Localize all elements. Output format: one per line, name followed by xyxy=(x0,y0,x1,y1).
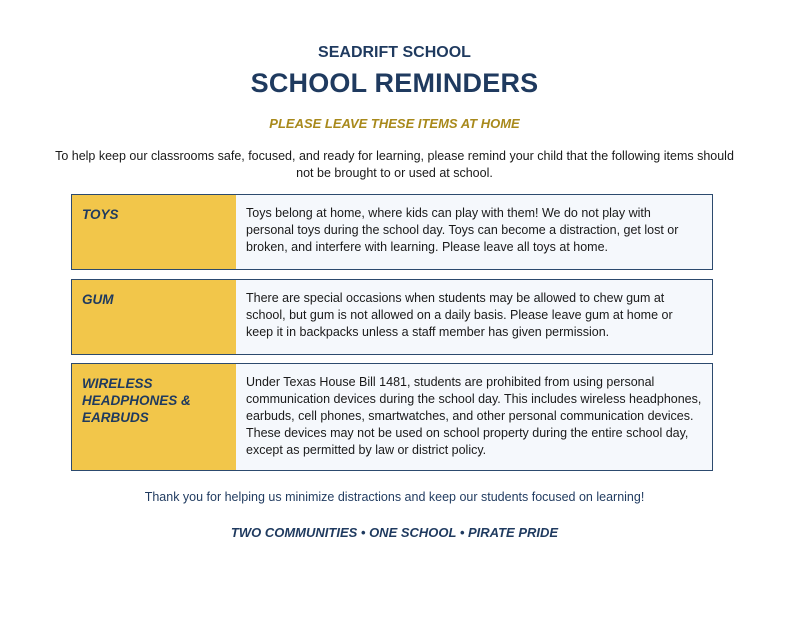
reminder-description: There are special occasions when students may be allowed to chew gum at school, but gum is not allowed on a daily basis. Please leave gum at home or keep it in backpacks unless a staff member has given permission. xyxy=(236,280,712,354)
reminder-label: WIRELESS HEADPHONES & EARBUDS xyxy=(72,364,236,470)
reminder-card-toys xyxy=(71,194,713,270)
school-name: SEADRIFT SCHOOL xyxy=(318,44,471,61)
reminder-label: TOYS xyxy=(72,195,236,269)
reminder-description: Under Texas House Bill 1481, students are prohibited from using personal communication devices during the school day. This includes wireless headphones, earbuds, cell phones, smartwatches, and other personal communication devices. These devices may not be used on school property during the entire school day, except as permitted by law or district policy. xyxy=(236,364,712,470)
page-subtitle: PLEASE LEAVE THESE ITEMS AT HOME xyxy=(269,116,520,131)
reminder-description: Toys belong at home, where kids can play with them! We do not play with personal toys during the school day. Toys can become a distraction, get lost or broken, and interfere with learning. Please leave all toys at home. xyxy=(236,195,712,269)
reminder-card-gum xyxy=(71,279,713,355)
thank-you-note: Thank you for helping us minimize distractions and keep our students focused on learning! xyxy=(144,490,645,504)
intro-paragraph: To help keep our classrooms safe, focused, and ready for learning, please remind your child that the following items should not be brought to or used at school. xyxy=(55,149,734,180)
school-motto: TWO COMMUNITIES • ONE SCHOOL • PIRATE PRIDE xyxy=(230,525,559,540)
page-title: SCHOOL REMINDERS xyxy=(250,68,539,98)
reminder-label: GUM xyxy=(72,280,236,354)
reminder-card-headphones xyxy=(71,363,713,471)
